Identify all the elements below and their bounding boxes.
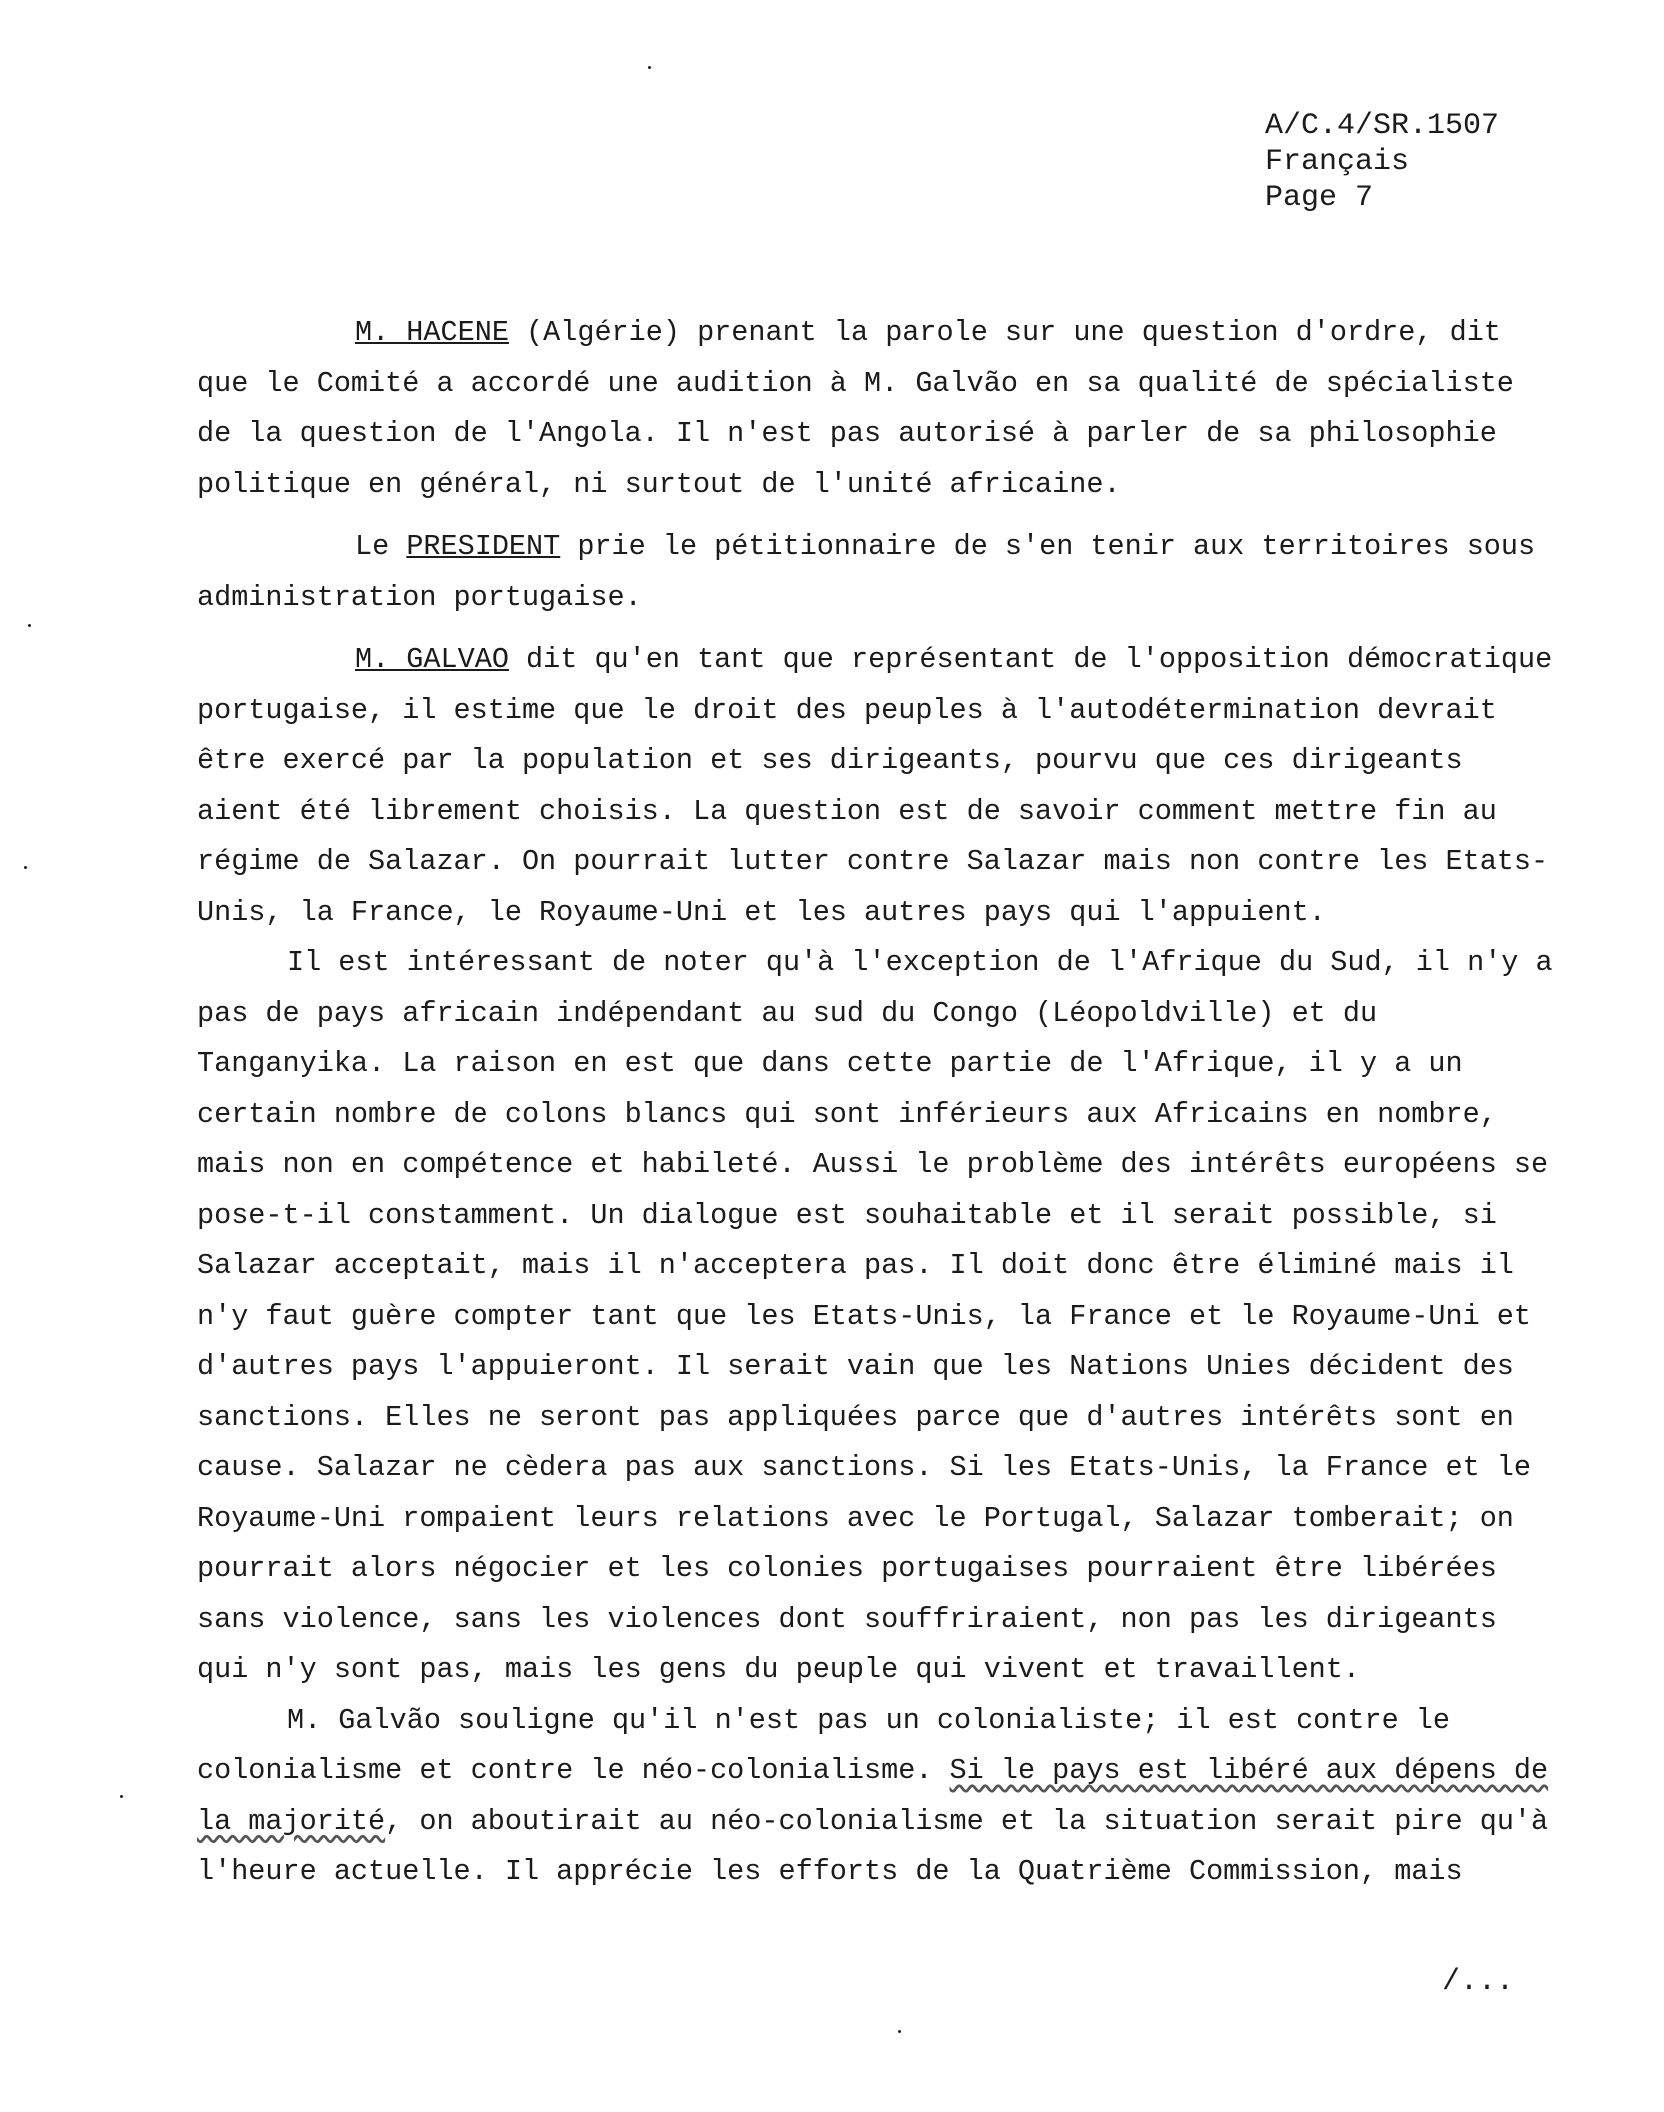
paragraph-president [197,522,1557,623]
speaker-name: PRESIDENT [406,530,561,563]
speaker-name: M. HACENE [355,316,509,349]
page-number: Page 7 [1265,181,1374,215]
paragraph-text: Il est intéressant de noter qu'à l'exception de l'Afrique du Sud, il n'y a pas de pays africain indépendant au sud du Congo (Léopoldville) et du Tanganyika. La raison en est que dans cette partie de l'Afrique, il y a un certain nombre de colons blancs qui sont inférieurs aux Africains en nombre, mais non en compétence et habileté. Aussi le problème des intérêts européens se pose-t-il constamment. Un dialogue est souhaitable et il serait possible, si Salazar acceptait, mais il n'acceptera pas. Il doit donc être éliminé mais il n'y faut guère compter tant que les Etats-Unis, la France et le Royaume-Uni et d'autres pays l'appuieront. Il serait vain que les Nations Unies décident des sanctions. Elles ne seront pas appliquées parce que d'autres intérêts sont en cause. Salazar ne cèdera pas aux sanctions. Si les Etats-Unis, la France et le Royaume-Uni rompaient leurs relations avec le Portugal, Salazar tomberait; on pourrait alors négocier et les colonies portugaises pourraient être libérées sans violence, sans les violences dont souffriraient, non pas les dirigeants qui n'y sont pas, mais les gens du peuple qui vivent et travaillent. [197,946,1553,1686]
paragraph-text: dit qu'en tant que représentant de l'opposition démocratique portugaise, il estime que le droit des peuples à l'autodétermination devrait être exercé par la population et ses dirigeants, pourvu que ces dirigeants aient été librement choisis. La question est de savoir comment mettre fin au régime de Salazar. On pourrait lutter contre Salazar mais non contre les Etats-Unis, la France, le Royaume-Uni et les autres pays qui l'appuient. [197,643,1553,929]
paragraph-lead: Le [355,530,407,563]
highlighted-text: Si le pays est libéré aux dépens de la majorité [197,1754,1549,1838]
paragraph-south-africa [197,938,1557,1696]
paragraph-text: M. Galvão souligne qu'il n'est pas un colonialiste; il est contre le colonialisme et contre le néo-colonialisme. [197,1703,1450,1787]
document-language: Français [1265,145,1410,179]
scan-speck [28,624,31,627]
scan-speck [120,1795,123,1798]
speaker-name: M. GALVAO [355,643,509,676]
paragraph-text: , on aboutirait au néo-colonialisme et la situation serait pire qu'à l'heure actuelle. Il apprécie les efforts de la Quatrième Commission, mais [197,1804,1549,1888]
scan-speck [648,66,651,69]
document-body [197,308,1557,1898]
document-symbol: A/C.4/SR.1507 [1265,109,1500,143]
paragraph-colonialism [197,1696,1557,1898]
continuation-mark: /... [1442,1965,1515,1999]
paragraph-hacene [197,308,1557,510]
paragraph-text: prie le pétitionnaire de s'en tenir aux territoires sous administration portugaise. [197,530,1536,614]
scan-speck [898,2030,901,2033]
scan-speck [24,866,27,869]
paragraph-galvao [197,635,1557,938]
document-header [1265,108,1499,216]
paragraph-text: (Algérie) prenant la parole sur une question d'ordre, dit que le Comité a accordé une audition à M. Galvão en sa qualité de spécialiste de la question de l'Angola. Il n'est pas autorisé à parler de sa philosophie politique en général, ni surtout de l'unité africaine. [197,316,1514,501]
